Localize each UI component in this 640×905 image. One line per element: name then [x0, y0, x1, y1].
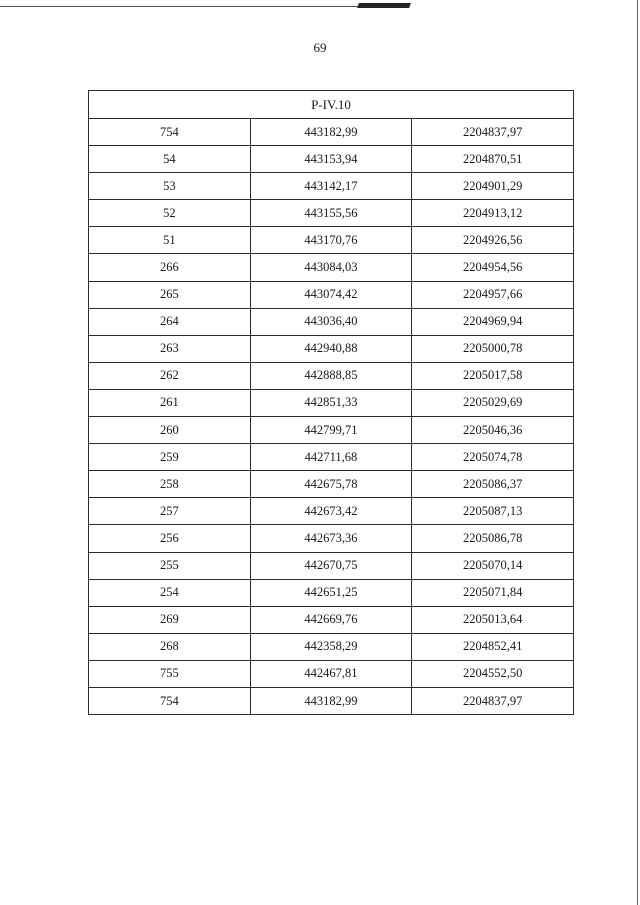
point-number-cell: 257 [89, 498, 251, 525]
table-row [89, 389, 574, 416]
x-coordinate-cell: 443084,03 [250, 254, 412, 281]
table-row [89, 119, 574, 146]
table-row [89, 471, 574, 498]
x-coordinate-cell: 442467,81 [250, 660, 412, 687]
point-number-cell: 54 [89, 146, 251, 173]
table-row [89, 362, 574, 389]
point-number-cell: 51 [89, 227, 251, 254]
y-coordinate-cell: 2204957,66 [412, 281, 574, 308]
y-coordinate-cell: 2204837,97 [412, 687, 574, 714]
page-number: 69 [313, 40, 327, 55]
point-number-cell: 53 [89, 173, 251, 200]
top-rule [0, 6, 360, 7]
table-row [89, 281, 574, 308]
table-row [89, 227, 574, 254]
table-row [89, 308, 574, 335]
y-coordinate-cell: 2204926,56 [412, 227, 574, 254]
y-coordinate-cell: 2205029,69 [412, 389, 574, 416]
table-row [89, 254, 574, 281]
y-coordinate-cell: 2204837,97 [412, 119, 574, 146]
x-coordinate-cell: 442669,76 [250, 606, 412, 633]
point-number-cell: 52 [89, 200, 251, 227]
table-row [89, 200, 574, 227]
x-coordinate-cell: 443036,40 [250, 308, 412, 335]
x-coordinate-cell: 443170,76 [250, 227, 412, 254]
x-coordinate-cell: 443155,56 [250, 200, 412, 227]
table-row [89, 660, 574, 687]
x-coordinate-cell: 442675,78 [250, 471, 412, 498]
y-coordinate-cell: 2205086,78 [412, 525, 574, 552]
scan-mark [357, 3, 411, 8]
point-number-cell: 262 [89, 362, 251, 389]
point-number-cell: 265 [89, 281, 251, 308]
x-coordinate-cell: 442651,25 [250, 579, 412, 606]
point-number-cell: 264 [89, 308, 251, 335]
y-coordinate-cell: 2204901,29 [412, 173, 574, 200]
x-coordinate-cell: 442711,68 [250, 444, 412, 471]
y-coordinate-cell: 2204552,50 [412, 660, 574, 687]
point-number-cell: 259 [89, 444, 251, 471]
table-row [89, 633, 574, 660]
table-row [89, 417, 574, 444]
table-row [89, 146, 574, 173]
point-number-cell: 254 [89, 579, 251, 606]
y-coordinate-cell: 2204913,12 [412, 200, 574, 227]
point-number-cell: 269 [89, 606, 251, 633]
table-title: P-IV.10 [89, 91, 574, 119]
y-coordinate-cell: 2205013,64 [412, 606, 574, 633]
x-coordinate-cell: 442851,33 [250, 389, 412, 416]
y-coordinate-cell: 2204870,51 [412, 146, 574, 173]
table-row [89, 335, 574, 362]
point-number-cell: 755 [89, 660, 251, 687]
x-coordinate-cell: 442358,29 [250, 633, 412, 660]
y-coordinate-cell: 2205071,84 [412, 579, 574, 606]
point-number-cell: 258 [89, 471, 251, 498]
y-coordinate-cell: 2205046,36 [412, 417, 574, 444]
x-coordinate-cell: 442888,85 [250, 362, 412, 389]
table-row [89, 173, 574, 200]
page-edge [637, 0, 638, 905]
y-coordinate-cell: 2205070,14 [412, 552, 574, 579]
x-coordinate-cell: 442670,75 [250, 552, 412, 579]
y-coordinate-cell: 2205087,13 [412, 498, 574, 525]
y-coordinate-cell: 2205000,78 [412, 335, 574, 362]
table-row [89, 687, 574, 714]
table-title-row [89, 91, 574, 119]
table-row [89, 444, 574, 471]
table-row [89, 579, 574, 606]
x-coordinate-cell: 442799,71 [250, 417, 412, 444]
coordinates-table [88, 90, 574, 715]
x-coordinate-cell: 443142,17 [250, 173, 412, 200]
point-number-cell: 266 [89, 254, 251, 281]
table-row [89, 606, 574, 633]
table-row [89, 525, 574, 552]
y-coordinate-cell: 2204954,56 [412, 254, 574, 281]
x-coordinate-cell: 443182,99 [250, 687, 412, 714]
table-row [89, 552, 574, 579]
x-coordinate-cell: 443074,42 [250, 281, 412, 308]
x-coordinate-cell: 442940,88 [250, 335, 412, 362]
point-number-cell: 754 [89, 119, 251, 146]
point-number-cell: 268 [89, 633, 251, 660]
y-coordinate-cell: 2205086,37 [412, 471, 574, 498]
point-number-cell: 754 [89, 687, 251, 714]
point-number-cell: 255 [89, 552, 251, 579]
y-coordinate-cell: 2204852,41 [412, 633, 574, 660]
point-number-cell: 260 [89, 417, 251, 444]
x-coordinate-cell: 442673,42 [250, 498, 412, 525]
y-coordinate-cell: 2205017,58 [412, 362, 574, 389]
table-row [89, 498, 574, 525]
y-coordinate-cell: 2204969,94 [412, 308, 574, 335]
point-number-cell: 261 [89, 389, 251, 416]
point-number-cell: 256 [89, 525, 251, 552]
y-coordinate-cell: 2205074,78 [412, 444, 574, 471]
x-coordinate-cell: 442673,36 [250, 525, 412, 552]
x-coordinate-cell: 443182,99 [250, 119, 412, 146]
point-number-cell: 263 [89, 335, 251, 362]
x-coordinate-cell: 443153,94 [250, 146, 412, 173]
